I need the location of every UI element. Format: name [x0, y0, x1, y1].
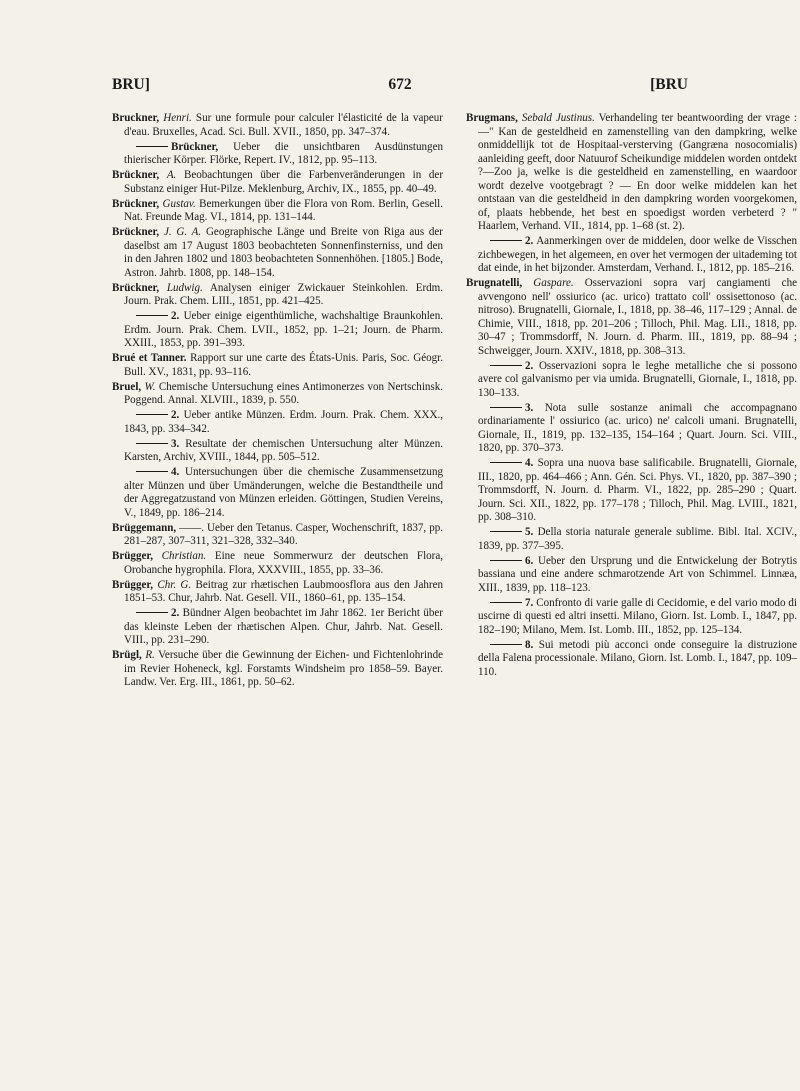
entry-text: Ueber den Ursprung und die Entwickelung der Botrytis bassiana und eine andere schmarotzende Art von Schimmel. Linnæa, XIII., 1839, pp. 118–123. — [478, 554, 797, 594]
entry-text: Eine neue Sommerwurz der deutschen Flora, Orobanche hygrophila. Flora, XXXVIII., 1855, pp. 33–36. — [124, 550, 444, 576]
entry-text: Versuche über die Gewinnung der Eichen- und Fichtenlohrinde im Revier Hoheneck, kgl. Forstamts Windsheim pro 1858–59. Bayer. Landw. Ver. Erg. III., 1861, pp. 50–62. — [124, 649, 443, 688]
catalogue-entry — [466, 112, 797, 234]
entry-number: 4. — [525, 457, 534, 469]
entry-text: Analysen einiger Zwickauer Steinkohlen. Erdm. Journ. Prak. Chem. LIII., 1851, pp. 421–425. — [124, 281, 444, 307]
author-given-name: Gaspare. — [533, 277, 574, 289]
entry-text: Nota sulle sostanze animali che accompagnano ordinariamente l' ossiurico (ac. urico) ne' calcoli umani. Brugnatelli, Giornale, II., 1819, pp. 132–135, 154–164 ; Quart. Journ. Sci. VIII., 1820, pp. 370–373. — [478, 401, 797, 454]
ditto-dash — [136, 414, 168, 415]
author-name: Brückner, — [171, 140, 219, 153]
ditto-dash — [490, 365, 522, 366]
ditto-dash — [490, 240, 522, 241]
entry-text: ——. Ueber den Tetanus. Casper, Wochenschrift, 1837, pp. 281–287, 307–311, 321–328, 332–340. — [124, 521, 443, 547]
ditto-dash — [136, 471, 168, 472]
entry-text: Beobachtungen über die Farbenveränderungen in der Substanz einiger Hut-Pilze. Meklenburg, Archiv, IX., 1855, pp. 40–49. — [124, 169, 443, 195]
entry-number: 2. — [171, 409, 180, 421]
left-column — [112, 112, 443, 691]
entry-text: Osservazioni sopra le leghe metalliche che si possono avere col galvanismo per via umida. Brugnatelli, Giornale, I., 1818, pp. 130–133. — [478, 359, 797, 399]
entry-text: Beitrag zur rhætischen Laubmoosflora aus den Jahren 1851–53. Chur, Jahrb. Nat. Gesell. VII., 1860–61, pp. 135–154. — [124, 578, 444, 604]
catalogue-entry — [466, 235, 797, 276]
catalogue-entry — [466, 639, 797, 680]
author-given-name: Henri. — [163, 112, 192, 124]
entry-text: Sui metodi più acconci onde conseguire la distruzione della Falena processionale. Milano, Giorn. Ist. Lomb. I., 1847, pp. 109–110. — [478, 638, 797, 678]
author-name: Brückner, — [112, 281, 160, 294]
header-left: BRU] — [112, 76, 150, 93]
catalogue-entry — [466, 526, 797, 553]
catalogue-entry — [466, 555, 797, 596]
ditto-dash — [136, 146, 168, 147]
author-name: Bruel, — [112, 380, 142, 393]
ditto-dash — [490, 644, 522, 645]
author-name: Brué et Tanner. — [112, 352, 187, 364]
entry-text: Sopra una nuova base salificabile. Brugnatelli, Giornale, III., 1820, pp. 464–466 ; Ann. Gén. Sci. Phys. VI., 1820, pp. 387–390 ; Trommsdorff, N. Journ. d. Pharm. VI., 1822, pp. 285–290 ; Quart. Journ. Sci. XII., 1822, pp. 177–178 ; Tilloch, Phil. Mag. LVIII., 1821, pp. 308–310. — [478, 457, 797, 523]
header-right: [BRU — [650, 76, 688, 93]
ditto-dash — [136, 612, 168, 613]
catalogue-entry — [112, 522, 443, 549]
running-header — [112, 76, 688, 98]
entry-number: 8. — [525, 638, 534, 651]
ditto-dash — [490, 560, 522, 561]
author-name: Brückner, — [112, 169, 160, 181]
catalogue-entry — [112, 409, 443, 436]
catalogue-entry — [112, 226, 443, 280]
entry-text: Ueber einige eigenthümliche, wachshaltige Braunkohlen. Erdm. Journ. Prak. Chem. LVII., 1852, pp. 1–21; Journ. de Pharm. XXIII., 1853, pp. 391–393. — [124, 310, 443, 349]
author-given-name: Gustav. — [162, 197, 196, 210]
author-given-name: J. G. A. — [163, 226, 202, 238]
author-name: Brugnatelli, — [466, 277, 523, 289]
catalogue-entry — [112, 649, 443, 690]
entry-text: Aanmerkingen over de middelen, door welke de Visschen zichbewegen, in het algemeen, en over het vermogen der uitademing tot dat einde, in het bijzonder. Amsterdam, Verhand. I., 1812, pp. 185–216. — [478, 235, 797, 274]
catalogue-entry — [112, 579, 443, 606]
entry-number: 2. — [525, 359, 534, 372]
author-given-name: Ludwig. — [166, 281, 203, 294]
entry-text: Ueber die unsichtbaren Ausdünstungen thierischer Körper. Flörke, Repert. IV., 1812, pp. 95–113. — [124, 140, 443, 166]
catalogue-entry — [466, 597, 797, 638]
catalogue-entry — [112, 112, 443, 139]
right-column — [466, 112, 797, 681]
entry-number: 2. — [171, 607, 180, 619]
author-name: Brückner, — [112, 226, 160, 238]
entry-text: Resultate der chemischen Untersuchung alter Münzen. Karsten, Archiv, XVIII., 1844, pp. 505–512. — [124, 437, 443, 463]
author-given-name: W. — [144, 380, 156, 393]
ditto-dash — [136, 315, 168, 316]
author-given-name: Sebald Justinus. — [521, 112, 595, 124]
page-number: 672 — [388, 76, 412, 93]
catalogue-entry — [466, 457, 797, 525]
entry-text: Bemerkungen über die Flora von Rom. Berlin, Gesell. Nat. Freunde Mag. VI., 1814, pp. 131–144. — [124, 197, 443, 223]
author-name: Brügger, — [112, 550, 154, 562]
ditto-dash — [490, 602, 522, 603]
author-given-name: A. — [166, 169, 177, 181]
catalogue-entry — [112, 282, 443, 309]
author-given-name: Christian. — [161, 550, 207, 562]
entry-number: 3. — [525, 401, 534, 414]
entry-text: Bündner Algen beobachtet im Jahr 1862. 1er Bericht über das kleinste Leben der rhætischen Alpen. Chur, Jahrb. Nat. Gesell. VIII., pp. 231–290. — [124, 607, 443, 646]
entry-text: Sur une formule pour calculer l'élasticité de la vapeur d'eau. Bruxelles, Acad. Sci. Bull. XVII., 1850, pp. 347–374. — [124, 112, 443, 138]
entry-text: Osservazioni sopra varj cangiamenti che avvengono nell' ossiurico (ac. urico) trattato coll' ossisettonoso (ac. nitroso). Brugnatelli, Giornale, I., 1818, pp. 38–46, 117–129 ; Annal. de Chimie, VIII., 1818, pp. 201–206 ; Tilloch, Phil. Mag. LII., 1818, pp. 30–47 ; Trommsdorff, N. Journ. d. Pharm. III., 1819, pp. 88–94 ; Schweigger, Journ. XXIV., 1818, pp. 308–313. — [478, 277, 797, 357]
catalogue-entry — [112, 381, 443, 408]
entry-number: 5. — [525, 526, 534, 538]
author-name: Brugmans, — [466, 112, 518, 124]
author-given-name: Chr. G. — [157, 578, 192, 591]
catalogue-entry — [112, 438, 443, 465]
catalogue-entry — [112, 466, 443, 520]
entry-number: 2. — [171, 310, 180, 322]
catalogue-entry — [466, 277, 797, 358]
author-name: Brüggemann, — [112, 521, 177, 534]
catalogue-entry — [112, 607, 443, 648]
entry-number: 7. — [525, 596, 534, 609]
entry-number: 4. — [171, 466, 180, 478]
catalogue-entry — [466, 360, 797, 401]
entry-text: Ueber antike Münzen. Erdm. Journ. Prak. Chem. XXX., 1843, pp. 334–342. — [124, 409, 443, 435]
entry-number: 6. — [525, 554, 534, 567]
catalogue-entry — [112, 141, 443, 168]
entry-text: Rapport sur une carte des États-Unis. Paris, Soc. Géogr. Bull. XV., 1831, pp. 93–116. — [124, 352, 443, 378]
catalogue-entry — [112, 169, 443, 196]
catalogue-entry — [112, 198, 443, 225]
entry-text: Geographische Länge und Breite von Riga aus der daselbst am 17 August 1803 beobachteten Sonnenfinsterniss, und den in den Jahren 1802 und 1803 beobachteten Sonnenhöhen. [1805.] Bode, Astron. Jahrb. 1808, pp. 148–154. — [124, 226, 443, 279]
catalogue-entry — [112, 550, 443, 577]
ditto-dash — [490, 531, 522, 532]
catalogue-entry — [112, 310, 443, 351]
author-given-name: R. — [145, 649, 155, 661]
ditto-dash — [490, 407, 522, 408]
entry-text: Della storia naturale generale sublime. Bibl. Ital. XCIV., 1839, pp. 377–395. — [478, 526, 797, 552]
entry-number: 2. — [525, 235, 534, 247]
catalogue-entry — [112, 352, 443, 379]
entry-text: Verhandeling ter beantwoording der vrage :—" Kan de gesteldheid en zamenstelling van den dampkring, welke onmiddellijk tot de Hospitaal-versterving (Gangræna nosocomialis) aanleiding geeft, door Natuurof Scheikundige middelen worden ontdekt ?—Zoo ja, welke is die gesteldheid en zamenstelling, en waardoor wordt dezelve vootgebragt ? — En door welke middelen kan het ontstaan van die gesteldheid in den dampkring worden voorgekomen, of, plaats hebbende, het best en spoedigst worden verbeterd ? " Haarlem, Verhand. VII., 1814, pp. 1–68 (st. 2). — [478, 112, 797, 232]
ditto-dash — [136, 443, 168, 444]
author-name: Brügl, — [112, 649, 142, 661]
catalogue-entry — [466, 402, 797, 456]
ditto-dash — [490, 462, 522, 463]
author-name: Bruckner, — [112, 112, 160, 124]
entry-text: Chemische Untersuchung eines Antimonerzes von Nertschinsk. Poggend. Annal. XLVIII., 1839, p. 550. — [124, 380, 443, 406]
entry-text: Untersuchungen über die chemische Zusammensetzung alter Münzen und über Umänderungen, welche die Bestandtheile und der Aggregatzustand von Münzen erleiden. Göttingen, Studien Vereins, V., 1849, pp. 186–214. — [124, 466, 443, 519]
entry-number: 3. — [171, 437, 180, 450]
author-name: Brückner, — [112, 197, 160, 210]
entry-text: Confronto di varie galle di Cecidomie, e del vario modo di uscirne di questi ed altri insetti. Milano, Giorn. Ist. Lomb. I., 1847, pp. 182–190; Milano, Mem. Ist. Lomb. III., 1852, pp. 125–134. — [478, 596, 797, 636]
author-name: Brügger, — [112, 578, 154, 591]
